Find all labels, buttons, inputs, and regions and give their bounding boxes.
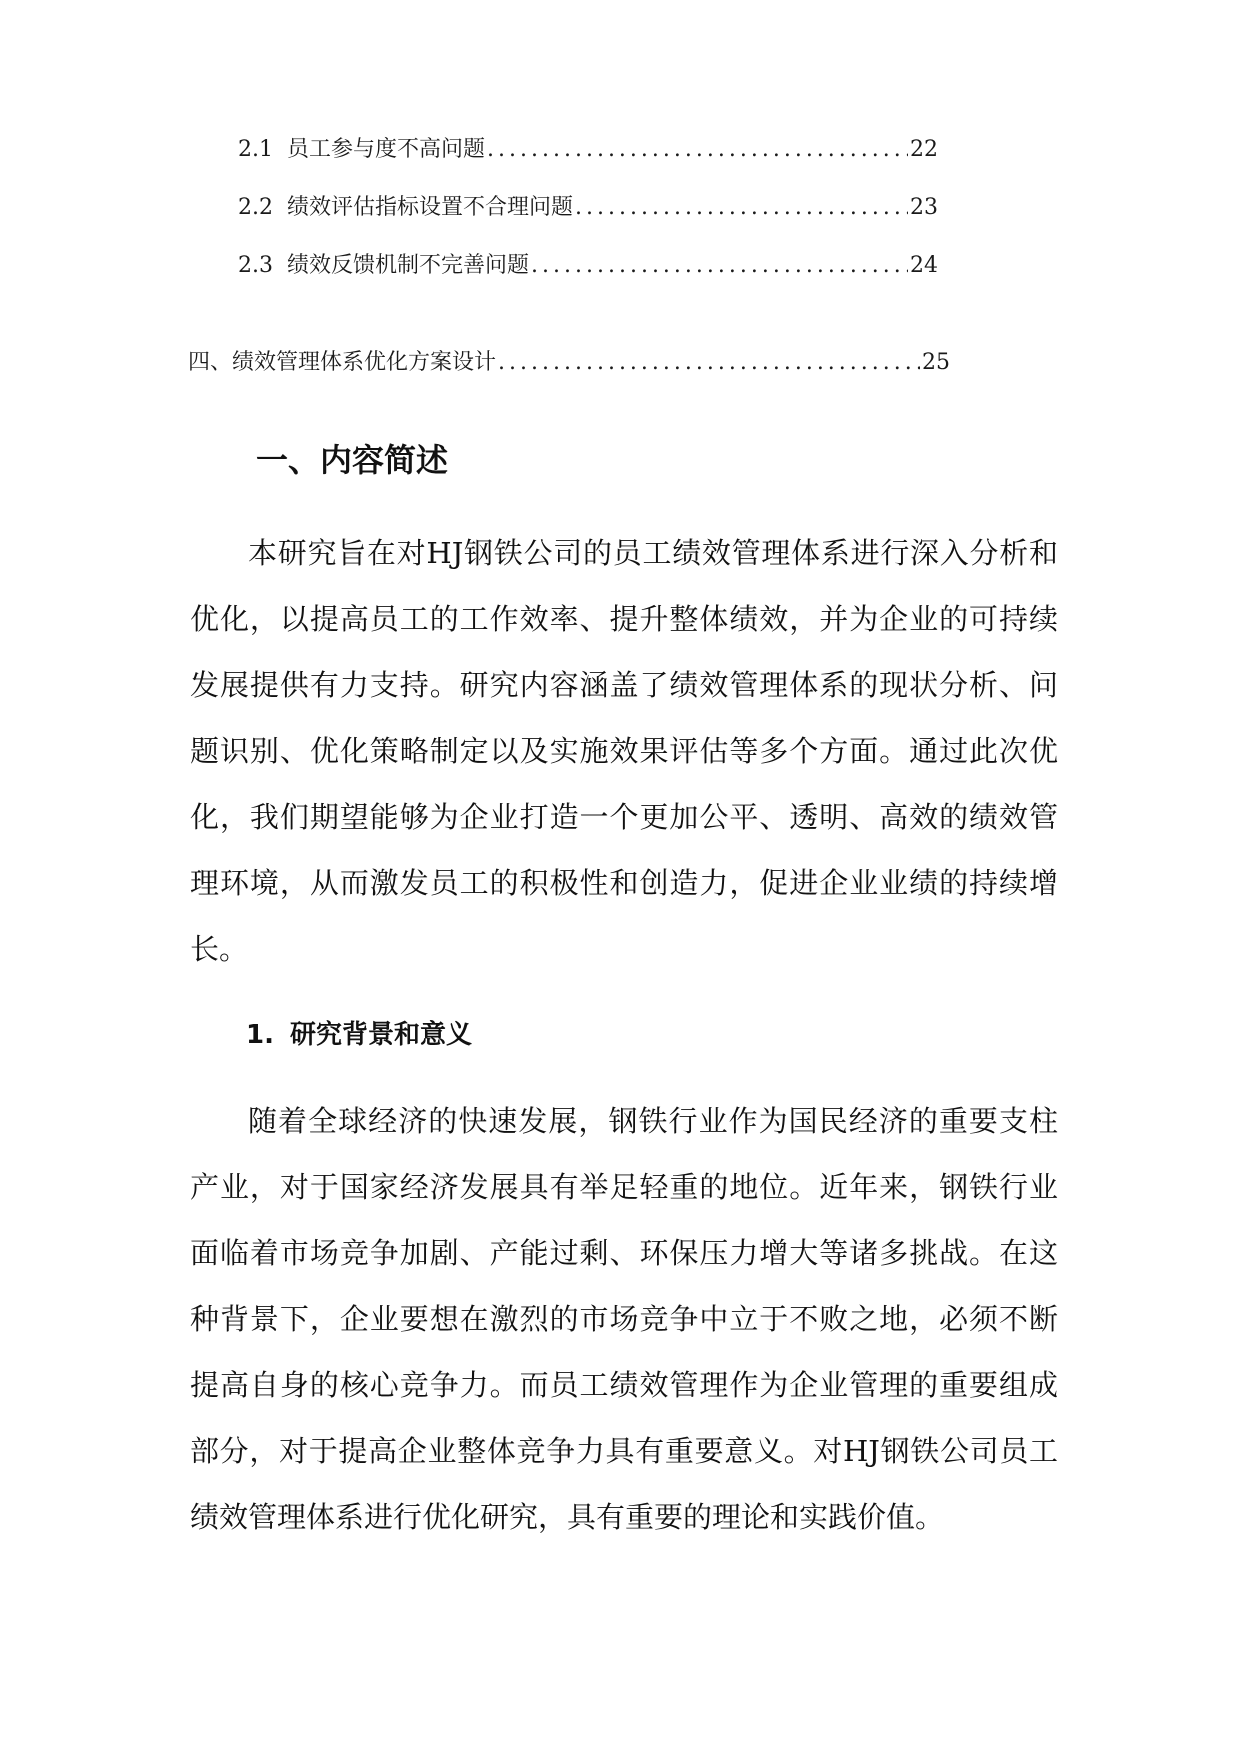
body-paragraph: 随着全球经济的快速发展，钢铁行业作为国民经济的重要支柱产业，对于国家经济发展具有举足轻重的地位。近年来，钢铁行业面临着市场竞争加剧、产能过剩、环保压力增大等诸多挑战。在这种背景下，企业要想在激烈的市场竞争中立于不败之地，必须不断提高自身的核心竞争力。而员工绩效管理作为企业管理的重要组成部分，对于提高企业整体竞争力具有重要意义。对HJ钢铁公司员工绩效管理体系进行优化研究，具有重要的理论和实践价值。 bbox=[190, 1104, 1058, 1534]
subsection-title: 研究背景和意义 bbox=[289, 1020, 472, 1050]
toc-entry-page: 23 bbox=[910, 195, 938, 220]
toc-entry[interactable] bbox=[238, 193, 938, 223]
toc-entry-page: 24 bbox=[910, 253, 938, 278]
toc-leader-dots bbox=[575, 193, 908, 223]
toc-leader-dots bbox=[487, 135, 908, 165]
subsection-number: 1. bbox=[246, 1020, 274, 1050]
toc-entry[interactable] bbox=[188, 348, 950, 378]
toc-entry-title: 四、绩效管理体系优化方案设计 bbox=[188, 350, 497, 375]
toc-leader-dots bbox=[498, 348, 920, 378]
toc-entry-page: 25 bbox=[922, 350, 950, 375]
toc-entry-title: 员工参与度不高问题 bbox=[287, 137, 486, 162]
toc-entry-page: 22 bbox=[910, 137, 938, 162]
subsection-heading bbox=[246, 1018, 472, 1052]
section-heading: 一、内容简述 bbox=[256, 441, 449, 479]
toc-entry-number: 2.3 bbox=[238, 253, 273, 278]
toc-entry-number: 2.1 bbox=[238, 137, 273, 162]
toc-entry-number: 2.2 bbox=[238, 195, 273, 220]
toc-entry[interactable] bbox=[238, 135, 938, 165]
toc-entry-title: 绩效反馈机制不完善问题 bbox=[287, 253, 530, 278]
toc-entry[interactable] bbox=[238, 251, 938, 281]
toc-leader-dots bbox=[531, 251, 908, 281]
body-paragraph: 本研究旨在对HJ钢铁公司的员工绩效管理体系进行深入分析和优化，以提高员工的工作效率、提升整体绩效，并为企业的可持续发展提供有力支持。研究内容涵盖了绩效管理体系的现状分析、问题识别、优化策略制定以及实施效果评估等多个方面。通过此次优化，我们期望能够为企业打造一个更加公平、透明、高效的绩效管理环境，从而激发员工的积极性和创造力，促进企业业绩的持续增长。 bbox=[190, 536, 1058, 966]
toc-entry-title: 绩效评估指标设置不合理问题 bbox=[287, 195, 574, 220]
